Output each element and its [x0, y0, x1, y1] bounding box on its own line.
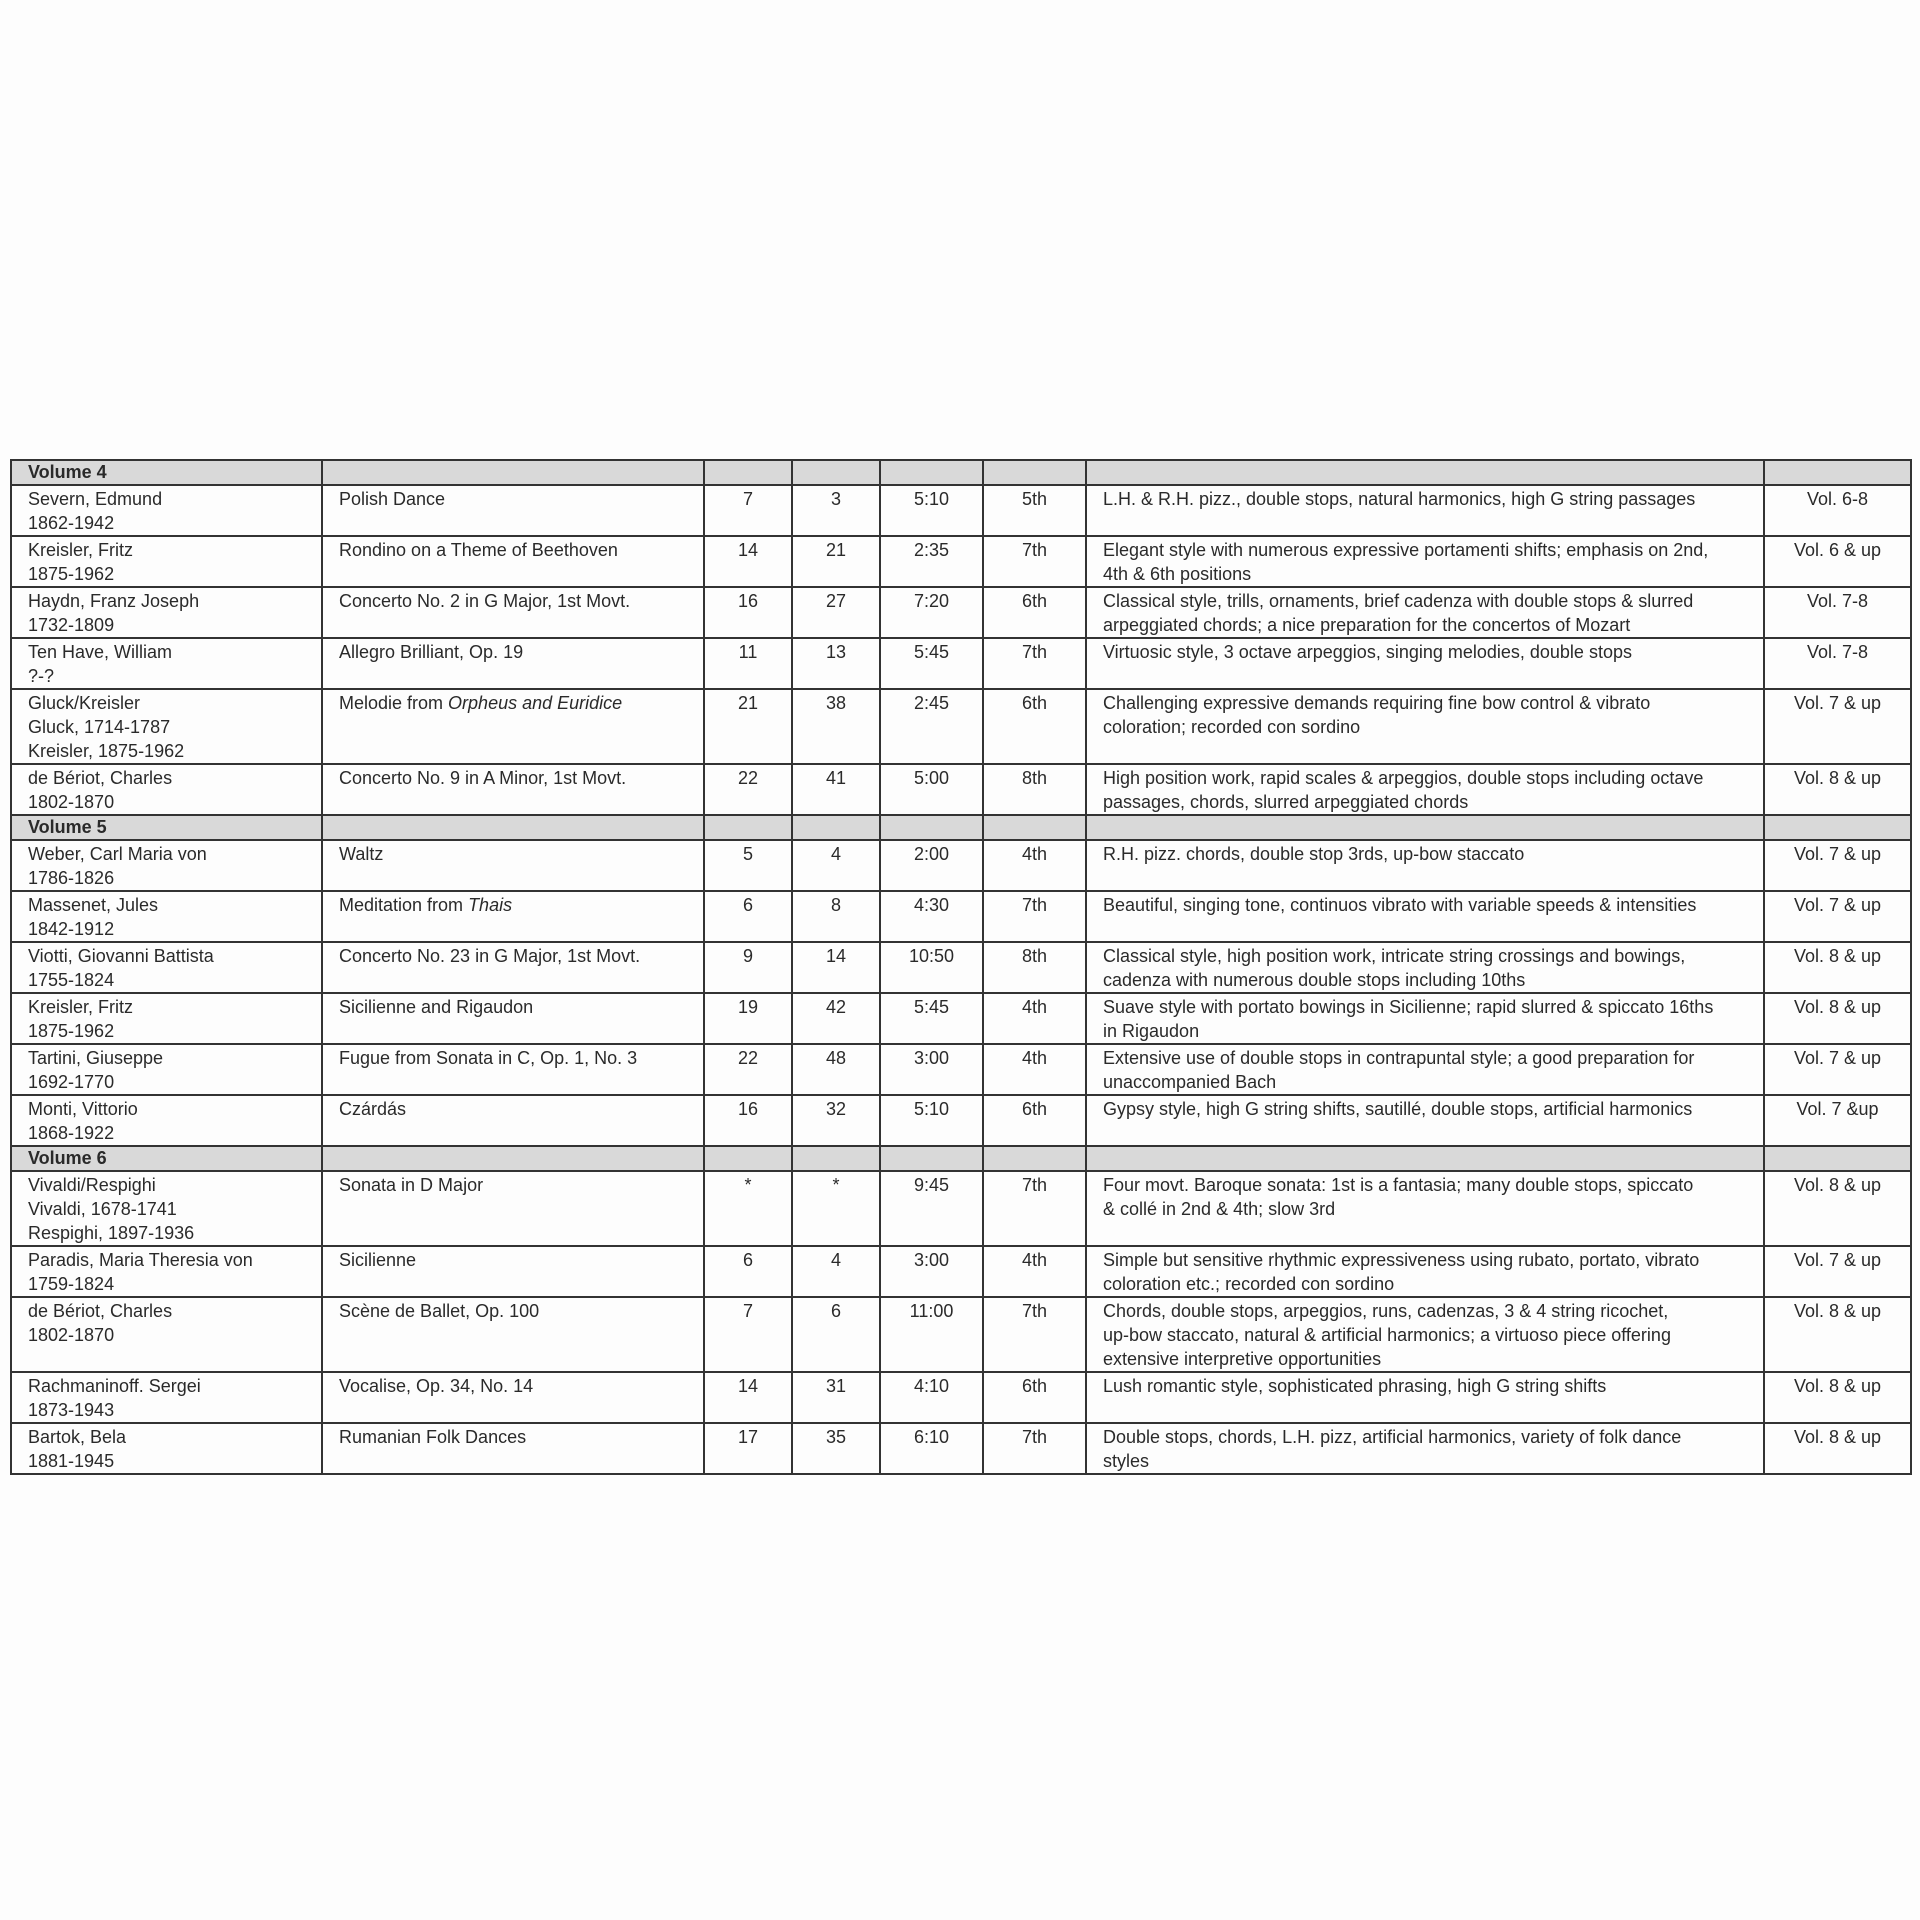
volume-header-row	[11, 1146, 1911, 1171]
title-text: Sicilienne and Rigaudon	[339, 997, 534, 1017]
time-cell: 5:00	[880, 764, 983, 815]
composer-dates: 1873-1943	[28, 1400, 115, 1420]
level-cell: Vol. 8 & up	[1764, 942, 1911, 993]
position-cell: 7th	[983, 1423, 1086, 1474]
composer-name: Haydn, Franz Joseph	[28, 591, 200, 611]
number-b-cell: 14	[792, 942, 880, 993]
composer-cell	[11, 587, 322, 638]
position-cell: 5th	[983, 485, 1086, 536]
title-text: Allegro Brilliant, Op. 19	[339, 642, 524, 662]
table-row	[11, 942, 1911, 993]
composer-dates: 1732-1809	[28, 615, 115, 635]
number-a-cell: 21	[704, 689, 792, 764]
table-row	[11, 993, 1911, 1044]
position-cell: 4th	[983, 1246, 1086, 1297]
title-cell	[322, 1246, 704, 1297]
volume-header-row	[11, 815, 1911, 840]
notes-cell	[1086, 1372, 1764, 1423]
notes-cell	[1086, 1297, 1764, 1372]
title-cell	[322, 840, 704, 891]
composer-dates: 1862-1942	[28, 513, 115, 533]
number-b-cell: 48	[792, 1044, 880, 1095]
number-a-cell: 6	[704, 1246, 792, 1297]
level-cell: Vol. 8 & up	[1764, 764, 1911, 815]
notes-line: arpeggiated chords; a nice preparation for the concertos of Mozart	[1103, 615, 1631, 635]
empty-cell	[322, 1146, 704, 1171]
empty-cell	[983, 460, 1086, 485]
notes-line: unaccompanied Bach	[1103, 1072, 1277, 1092]
title-text: Rondino on a Theme of Beethoven	[339, 540, 618, 560]
volume-label: Volume 4	[11, 460, 322, 485]
composer-name: Viotti, Giovanni Battista	[28, 946, 214, 966]
title-cell	[322, 891, 704, 942]
table-row	[11, 840, 1911, 891]
title-cell	[322, 1095, 704, 1146]
volume-label: Volume 5	[11, 815, 322, 840]
title-cell	[322, 993, 704, 1044]
title-italic: Thais	[468, 895, 513, 915]
composer-cell	[11, 1297, 322, 1372]
time-cell: 3:00	[880, 1246, 983, 1297]
number-b-cell: 4	[792, 840, 880, 891]
empty-cell	[322, 460, 704, 485]
level-cell: Vol. 8 & up	[1764, 1372, 1911, 1423]
composer-dates: 1802-1870	[28, 792, 115, 812]
notes-line: passages, chords, slurred arpeggiated chords	[1103, 792, 1469, 812]
time-cell: 4:30	[880, 891, 983, 942]
title-cell	[322, 942, 704, 993]
notes-cell	[1086, 638, 1764, 689]
time-cell: 11:00	[880, 1297, 983, 1372]
notes-line: Virtuosic style, 3 octave arpeggios, singing melodies, double stops	[1103, 642, 1632, 662]
repertoire-table	[10, 459, 1912, 1475]
notes-line: coloration; recorded con sordino	[1103, 717, 1361, 737]
position-cell: 4th	[983, 1044, 1086, 1095]
notes-line: in Rigaudon	[1103, 1021, 1200, 1041]
composer-cell	[11, 764, 322, 815]
composer-name: Tartini, Giuseppe	[28, 1048, 164, 1068]
table-row	[11, 1372, 1911, 1423]
composer-dates: Vivaldi, 1678-1741	[28, 1199, 177, 1219]
title-text: Czárdás	[339, 1099, 407, 1119]
position-cell: 6th	[983, 689, 1086, 764]
notes-cell	[1086, 993, 1764, 1044]
table-row	[11, 764, 1911, 815]
title-cell	[322, 1423, 704, 1474]
composer-cell	[11, 536, 322, 587]
table-row	[11, 1171, 1911, 1246]
notes-line: Double stops, chords, L.H. pizz, artificial harmonics, variety of folk dance	[1103, 1427, 1682, 1447]
title-text: Sicilienne	[339, 1250, 417, 1270]
number-a-cell: 7	[704, 485, 792, 536]
title-cell	[322, 1297, 704, 1372]
notes-line: & collé in 2nd & 4th; slow 3rd	[1103, 1199, 1336, 1219]
composer-dates: Kreisler, 1875-1962	[28, 741, 185, 761]
number-a-cell: 6	[704, 891, 792, 942]
level-cell: Vol. 7 & up	[1764, 689, 1911, 764]
position-cell: 8th	[983, 764, 1086, 815]
composer-dates: 1802-1870	[28, 1325, 115, 1345]
composer-cell	[11, 689, 322, 764]
composer-dates: 1875-1962	[28, 1021, 115, 1041]
title-text: Vocalise, Op. 34, No. 14	[339, 1376, 534, 1396]
empty-cell	[1086, 815, 1764, 840]
empty-cell	[983, 815, 1086, 840]
number-b-cell: 41	[792, 764, 880, 815]
empty-cell	[792, 1146, 880, 1171]
position-cell: 7th	[983, 1297, 1086, 1372]
title-italic: Orpheus and Euridice	[448, 693, 623, 713]
composer-name: Ten Have, William	[28, 642, 173, 662]
time-cell: 4:10	[880, 1372, 983, 1423]
title-text: Melodie from	[339, 693, 449, 713]
time-cell: 2:45	[880, 689, 983, 764]
empty-cell	[704, 815, 792, 840]
title-cell	[322, 689, 704, 764]
empty-cell	[1764, 1146, 1911, 1171]
position-cell: 7th	[983, 638, 1086, 689]
title-cell	[322, 764, 704, 815]
composer-cell	[11, 840, 322, 891]
time-cell: 9:45	[880, 1171, 983, 1246]
number-a-cell: 22	[704, 764, 792, 815]
notes-cell	[1086, 942, 1764, 993]
time-cell: 5:45	[880, 993, 983, 1044]
number-b-cell: 21	[792, 536, 880, 587]
notes-line: Classical style, trills, ornaments, brief cadenza with double stops & slurred	[1103, 591, 1694, 611]
notes-line: R.H. pizz. chords, double stop 3rds, up-bow staccato	[1103, 844, 1525, 864]
title-text: Meditation from	[339, 895, 469, 915]
composer-cell	[11, 993, 322, 1044]
composer-name: Rachmaninoff. Sergei	[28, 1376, 201, 1396]
notes-line: Classical style, high position work, intricate string crossings and bowings,	[1103, 946, 1686, 966]
table-row	[11, 1297, 1911, 1372]
title-text: Fugue from Sonata in C, Op. 1, No. 3	[339, 1048, 638, 1068]
notes-line: up-bow staccato, natural & artificial harmonics; a virtuoso piece offering	[1103, 1325, 1671, 1345]
notes-line: extensive interpretive opportunities	[1103, 1349, 1382, 1369]
level-cell: Vol. 6-8	[1764, 485, 1911, 536]
level-cell: Vol. 6 & up	[1764, 536, 1911, 587]
table-row	[11, 1246, 1911, 1297]
notes-line: Suave style with portato bowings in Sicilienne; rapid slurred & spiccato 16ths	[1103, 997, 1714, 1017]
table-row	[11, 1423, 1911, 1474]
composer-name: Severn, Edmund	[28, 489, 163, 509]
empty-cell	[1086, 460, 1764, 485]
number-b-cell: 3	[792, 485, 880, 536]
empty-cell	[792, 460, 880, 485]
notes-line: Elegant style with numerous expressive portamenti shifts; emphasis on 2nd,	[1103, 540, 1709, 560]
number-b-cell: 32	[792, 1095, 880, 1146]
notes-cell	[1086, 891, 1764, 942]
title-cell	[322, 587, 704, 638]
notes-cell	[1086, 1171, 1764, 1246]
number-a-cell: 17	[704, 1423, 792, 1474]
table-row	[11, 587, 1911, 638]
composer-name: Weber, Carl Maria von	[28, 844, 207, 864]
table-row	[11, 689, 1911, 764]
time-cell: 5:10	[880, 485, 983, 536]
title-cell	[322, 536, 704, 587]
title-text: Polish Dance	[339, 489, 446, 509]
empty-cell	[1764, 460, 1911, 485]
number-b-cell: 4	[792, 1246, 880, 1297]
composer-cell	[11, 1423, 322, 1474]
empty-cell	[880, 815, 983, 840]
empty-cell	[1086, 1146, 1764, 1171]
number-a-cell: 14	[704, 536, 792, 587]
volume-header-row	[11, 460, 1911, 485]
composer-dates: 1755-1824	[28, 970, 115, 990]
title-text: Concerto No. 9 in A Minor, 1st Movt.	[339, 768, 627, 788]
level-cell: Vol. 8 & up	[1764, 1297, 1911, 1372]
time-cell: 10:50	[880, 942, 983, 993]
notes-cell	[1086, 1044, 1764, 1095]
title-text: Concerto No. 2 in G Major, 1st Movt.	[339, 591, 631, 611]
composer-cell	[11, 638, 322, 689]
title-cell	[322, 1044, 704, 1095]
notes-line: High position work, rapid scales & arpeggios, double stops including octave	[1103, 768, 1704, 788]
composer-name: Kreisler, Fritz	[28, 997, 134, 1017]
position-cell: 7th	[983, 1171, 1086, 1246]
notes-line: cadenza with numerous double stops including 10ths	[1103, 970, 1526, 990]
table-row	[11, 638, 1911, 689]
composer-cell	[11, 1044, 322, 1095]
composer-name: Kreisler, Fritz	[28, 540, 134, 560]
number-a-cell: 7	[704, 1297, 792, 1372]
number-b-cell: 13	[792, 638, 880, 689]
composer-dates: 1875-1962	[28, 564, 115, 584]
number-b-cell: 38	[792, 689, 880, 764]
number-b-cell: 31	[792, 1372, 880, 1423]
level-cell: Vol. 8 & up	[1764, 1423, 1911, 1474]
composer-cell	[11, 1095, 322, 1146]
number-a-cell: 19	[704, 993, 792, 1044]
number-b-cell: 35	[792, 1423, 880, 1474]
table-row	[11, 891, 1911, 942]
composer-name: Gluck/Kreisler	[28, 693, 141, 713]
position-cell: 7th	[983, 536, 1086, 587]
notes-line: Challenging expressive demands requiring fine bow control & vibrato	[1103, 693, 1651, 713]
empty-cell	[704, 1146, 792, 1171]
empty-cell	[1764, 815, 1911, 840]
number-a-cell: 16	[704, 587, 792, 638]
empty-cell	[880, 1146, 983, 1171]
composer-dates: Respighi, 1897-1936	[28, 1223, 195, 1243]
level-cell: Vol. 7 & up	[1764, 1246, 1911, 1297]
volume-label: Volume 6	[11, 1146, 322, 1171]
notes-cell	[1086, 840, 1764, 891]
empty-cell	[322, 815, 704, 840]
composer-dates: 1868-1922	[28, 1123, 115, 1143]
notes-line: 4th & 6th positions	[1103, 564, 1252, 584]
time-cell: 5:10	[880, 1095, 983, 1146]
notes-cell	[1086, 1095, 1764, 1146]
notes-line: styles	[1103, 1451, 1150, 1471]
level-cell: Vol. 7 & up	[1764, 840, 1911, 891]
title-text: Waltz	[339, 844, 384, 864]
composer-dates: ?-?	[28, 666, 55, 686]
table-row	[11, 536, 1911, 587]
title-text: Rumanian Folk Dances	[339, 1427, 527, 1447]
number-b-cell: 6	[792, 1297, 880, 1372]
composer-dates: 1786-1826	[28, 868, 115, 888]
table-row	[11, 1095, 1911, 1146]
level-cell: Vol. 7-8	[1764, 638, 1911, 689]
time-cell: 2:00	[880, 840, 983, 891]
position-cell: 6th	[983, 587, 1086, 638]
title-cell	[322, 1372, 704, 1423]
title-cell	[322, 638, 704, 689]
composer-name: Monti, Vittorio	[28, 1099, 138, 1119]
position-cell: 4th	[983, 993, 1086, 1044]
number-b-cell: 27	[792, 587, 880, 638]
number-a-cell: *	[704, 1171, 792, 1246]
composer-cell	[11, 1372, 322, 1423]
notes-cell	[1086, 689, 1764, 764]
composer-dates: 1881-1945	[28, 1451, 115, 1471]
notes-line: Simple but sensitive rhythmic expressiveness using rubato, portato, vibrato	[1103, 1250, 1700, 1270]
number-a-cell: 11	[704, 638, 792, 689]
level-cell: Vol. 7-8	[1764, 587, 1911, 638]
title-text: Concerto No. 23 in G Major, 1st Movt.	[339, 946, 641, 966]
notes-line: Gypsy style, high G string shifts, sautillé, double stops, artificial harmonics	[1103, 1099, 1693, 1119]
composer-cell	[11, 1246, 322, 1297]
empty-cell	[704, 460, 792, 485]
empty-cell	[983, 1146, 1086, 1171]
composer-name: Massenet, Jules	[28, 895, 159, 915]
position-cell: 7th	[983, 891, 1086, 942]
number-b-cell: 8	[792, 891, 880, 942]
number-b-cell: 42	[792, 993, 880, 1044]
number-a-cell: 9	[704, 942, 792, 993]
number-a-cell: 14	[704, 1372, 792, 1423]
level-cell: Vol. 7 &up	[1764, 1095, 1911, 1146]
title-text: Sonata in D Major	[339, 1175, 484, 1195]
notes-line: L.H. & R.H. pizz., double stops, natural harmonics, high G string passages	[1103, 489, 1696, 509]
notes-cell	[1086, 1246, 1764, 1297]
composer-cell	[11, 1171, 322, 1246]
title-cell	[322, 485, 704, 536]
level-cell: Vol. 7 & up	[1764, 891, 1911, 942]
composer-dates: Gluck, 1714-1787	[28, 717, 171, 737]
table-row	[11, 1044, 1911, 1095]
composer-name: de Bériot, Charles	[28, 1301, 173, 1321]
composer-name: Paradis, Maria Theresia von	[28, 1250, 253, 1270]
notes-line: Lush romantic style, sophisticated phrasing, high G string shifts	[1103, 1376, 1607, 1396]
notes-line: Four movt. Baroque sonata: 1st is a fantasia; many double stops, spiccato	[1103, 1175, 1694, 1195]
position-cell: 8th	[983, 942, 1086, 993]
notes-cell	[1086, 536, 1764, 587]
composer-dates: 1759-1824	[28, 1274, 115, 1294]
composer-name: Vivaldi/Respighi	[28, 1175, 156, 1195]
notes-cell	[1086, 764, 1764, 815]
level-cell: Vol. 7 & up	[1764, 1044, 1911, 1095]
time-cell: 7:20	[880, 587, 983, 638]
notes-line: Extensive use of double stops in contrapuntal style; a good preparation for	[1103, 1048, 1695, 1068]
composer-name: de Bériot, Charles	[28, 768, 173, 788]
number-a-cell: 5	[704, 840, 792, 891]
time-cell: 6:10	[880, 1423, 983, 1474]
number-a-cell: 22	[704, 1044, 792, 1095]
empty-cell	[880, 460, 983, 485]
composer-cell	[11, 485, 322, 536]
position-cell: 4th	[983, 840, 1086, 891]
position-cell: 6th	[983, 1372, 1086, 1423]
level-cell: Vol. 8 & up	[1764, 993, 1911, 1044]
title-text: Scène de Ballet, Op. 100	[339, 1301, 540, 1321]
notes-line: Chords, double stops, arpeggios, runs, cadenzas, 3 & 4 string ricochet,	[1103, 1301, 1669, 1321]
notes-cell	[1086, 1423, 1764, 1474]
position-cell: 6th	[983, 1095, 1086, 1146]
notes-line: coloration etc.; recorded con sordino	[1103, 1274, 1395, 1294]
composer-name: Bartok, Bela	[28, 1427, 127, 1447]
time-cell: 2:35	[880, 536, 983, 587]
composer-dates: 1842-1912	[28, 919, 115, 939]
level-cell: Vol. 8 & up	[1764, 1171, 1911, 1246]
notes-line: Beautiful, singing tone, continuos vibrato with variable speeds & intensities	[1103, 895, 1697, 915]
empty-cell	[792, 815, 880, 840]
notes-cell	[1086, 587, 1764, 638]
time-cell: 3:00	[880, 1044, 983, 1095]
composer-cell	[11, 942, 322, 993]
notes-cell	[1086, 485, 1764, 536]
title-cell	[322, 1171, 704, 1246]
time-cell: 5:45	[880, 638, 983, 689]
table-row	[11, 485, 1911, 536]
number-b-cell: *	[792, 1171, 880, 1246]
number-a-cell: 16	[704, 1095, 792, 1146]
composer-dates: 1692-1770	[28, 1072, 115, 1092]
composer-cell	[11, 891, 322, 942]
